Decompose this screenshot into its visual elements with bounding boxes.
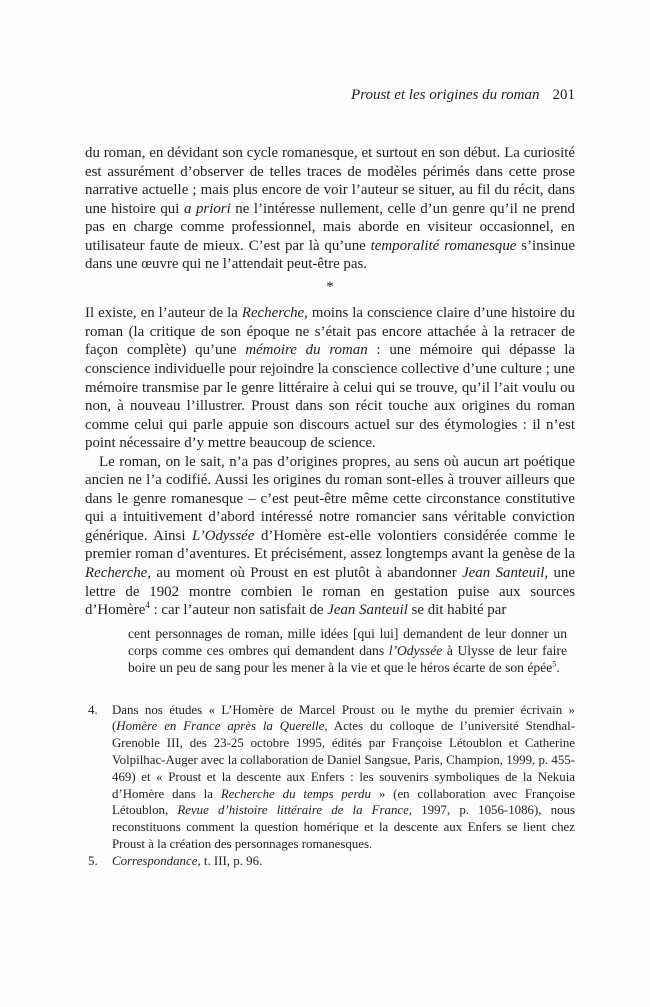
paragraph-2: Il existe, en l’auteur de la Recherche, moins la conscience claire d’une histoire du roman (la critique de son époque ne s’était pas encore attachée à la retracer de façon complète) qu’une mémoire du roman : une mémoire qui dépasse la conscience individuelle pour rejoindre la conscience collective d’une culture ; une mémoire transmise par le genre littéraire à celui qui se trouve, qu’il l’ait voulu ou non, à nouveau l’illustrer. Proust dans son récit touche aux origines du roman comme celui qui parle appuie son discours actuel sur des étymologies : il n’est point nécessaire d’y mettre beaucoup de science. — [85, 305, 576, 452]
paragraph-3: Le roman, on le sait, n’a pas d’origines propres, au sens où aucun art poétique ancien ne l’a codifié. Aussi les origines du roman sont-elles à trouver ailleurs que dans le genre romanesque – c’est peut-être même cette circonstance constitutive qui a intuitivement d’abord intéressé notre romancier sans véritable conviction générique. Ainsi L’Odyssée d’Homère est-elle volontiers considérée comme le premier roman d’aventures. Et précisément, assez longtemps avant la genèse de la Recherche, au moment où Proust en est plutôt à abandonner Jean Santeuil, une lettre de 1902 montre combien le roman en gestation puise aux sources d’Homère$^4$ : car l’auteur non satisfait de Jean Santeuil se dit habité par — [85, 453, 575, 619]
footnote-5 — [88, 853, 575, 870]
footnote-5-text: Correspondance, t. III, p. 96. — [112, 853, 263, 868]
footnote-4-number: 4. — [88, 702, 98, 717]
page-header — [85, 87, 575, 104]
footnote-5-number: 5. — [88, 853, 98, 868]
footnote-4-text: Dans nos études « L’Homère de Marcel Proust ou le mythe du premier écrivain » (Homère en France après la Querelle, Actes du colloque de l’université Stendhal-Grenoble III, des 23-25 octobre 1995, édités par Françoise Létoublon et Catherine Volpilhac-Auger avec la collaboration de Daniel Sangsue, Paris, Champion, 1999, p. 455-469) et « Proust et la descente aux Enfers : les souvenirs symboliques de la Nekuia d’Homère dans la Recherche du temps perdu » (en collaboration avec Françoise Létoublon, Revue d’histoire littéraire de la France, 1997, p. 1056-1086), nous reconstituons comment la question homérique et la descente aux Enfers se lient chez Proust à la création des personnages romanesques. — [112, 702, 575, 851]
page-number: 201 — [552, 87, 575, 103]
running-title: Proust et les origines du roman — [351, 87, 540, 103]
footnote-4 — [88, 702, 575, 853]
section-break-asterisk: * — [326, 278, 334, 295]
footnotes — [85, 702, 575, 870]
text-column — [85, 144, 575, 870]
paragraph-1: du roman, en dévidant son cycle romanesque, et surtout en son début. La curiosité est assurément d’observer de telles traces de modèles périmés dans cette prose narrative actuelle ; mais plus encore de voir l’auteur se situer, au fil du récit, dans une histoire qui a priori ne l’intéresse nullement, celle d’un genre qu’il ne prend pas en charge comme professionnel, mais aborde en visiteur occasionnel, en utilisateur faute de mieux. C’est par là qu’une temporalité romanesque s’insinue dans une œuvre qui ne l’attendait peut-être pas. — [85, 145, 575, 273]
block-quote: cent personnages de roman, mille idées [qui lui] demandent de leur donner un corps comme ces ombres qui demandent dans l’Odyssée à Ulysse de leur faire boire un peu de sang pour les mener à la vie et que le héros écarte de son épée$^5$. — [128, 625, 567, 676]
